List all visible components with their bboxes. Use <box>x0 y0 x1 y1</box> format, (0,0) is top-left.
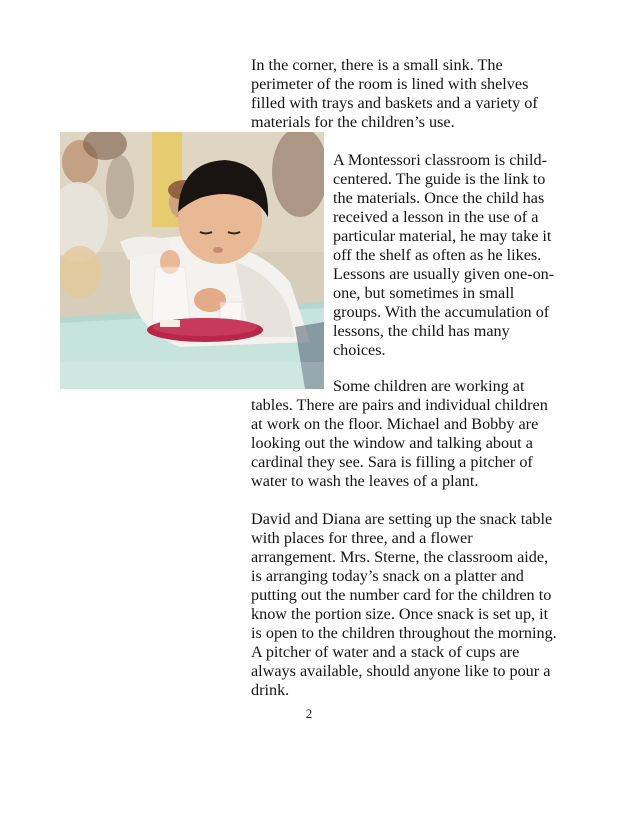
text-line: always available, should anyone like to pour a <box>251 662 551 680</box>
text-line: Lessons are usually given one-on- <box>333 265 555 283</box>
text-line: is arranging today’s snack on a platter and <box>251 567 524 585</box>
text-line: one, but sometimes in small <box>333 284 515 302</box>
text-line: is open to the children throughout the morning. <box>251 624 557 642</box>
page-number: 2 <box>305 706 313 721</box>
text-line: received a lesson in the use of a <box>333 208 539 226</box>
text-line: off the shelf as often as he likes. <box>333 246 542 264</box>
text-line: lessons, the child has many <box>333 322 510 340</box>
text-line: materials for the children’s use. <box>251 113 455 131</box>
paragraph-snack-table <box>251 510 557 700</box>
paragraph-sink-shelves <box>251 56 538 132</box>
text-line: In the corner, there is a small sink. The <box>251 56 503 74</box>
text-line: groups. With the accumulation of <box>333 303 550 321</box>
text-line: at work on the floor. Michael and Bobby are <box>251 415 539 433</box>
text-line: know the portion size. Once snack is set up, it <box>251 605 549 623</box>
text-line: particular material, he may take it <box>333 227 552 245</box>
text-line: centered. The guide is the link to <box>333 170 546 188</box>
text-line: looking out the window and talking about a <box>251 434 533 452</box>
text-line: tables. There are pairs and individual children <box>251 396 548 414</box>
text-line: water to wash the leaves of a plant. <box>251 472 479 490</box>
text-line: putting out the number card for the children to <box>251 586 552 604</box>
text-line: drink. <box>251 681 290 699</box>
paragraph-child-centered <box>333 151 554 360</box>
text-line: Some children are working at <box>333 377 525 395</box>
text-line: arrangement. Mrs. Sterne, the classroom aide, <box>251 548 549 566</box>
text-line: perimeter of the room is lined with shelves <box>251 75 529 93</box>
text-line: David and Diana are setting up the snack table <box>251 510 553 528</box>
text-line: cardinal they see. Sara is filling a pitcher of <box>251 453 533 471</box>
text-line: filled with trays and baskets and a variety of <box>251 94 538 112</box>
text-line: the materials. Once the child has <box>333 189 545 207</box>
text-line: with places for three, and a flower <box>251 529 473 547</box>
text-line: A Montessori classroom is child- <box>333 151 548 169</box>
text-line: A pitcher of water and a stack of cups are <box>251 643 520 661</box>
text-line: choices. <box>333 341 386 359</box>
child-pouring-water-photo <box>60 132 324 389</box>
paragraph-children-working <box>251 377 548 491</box>
